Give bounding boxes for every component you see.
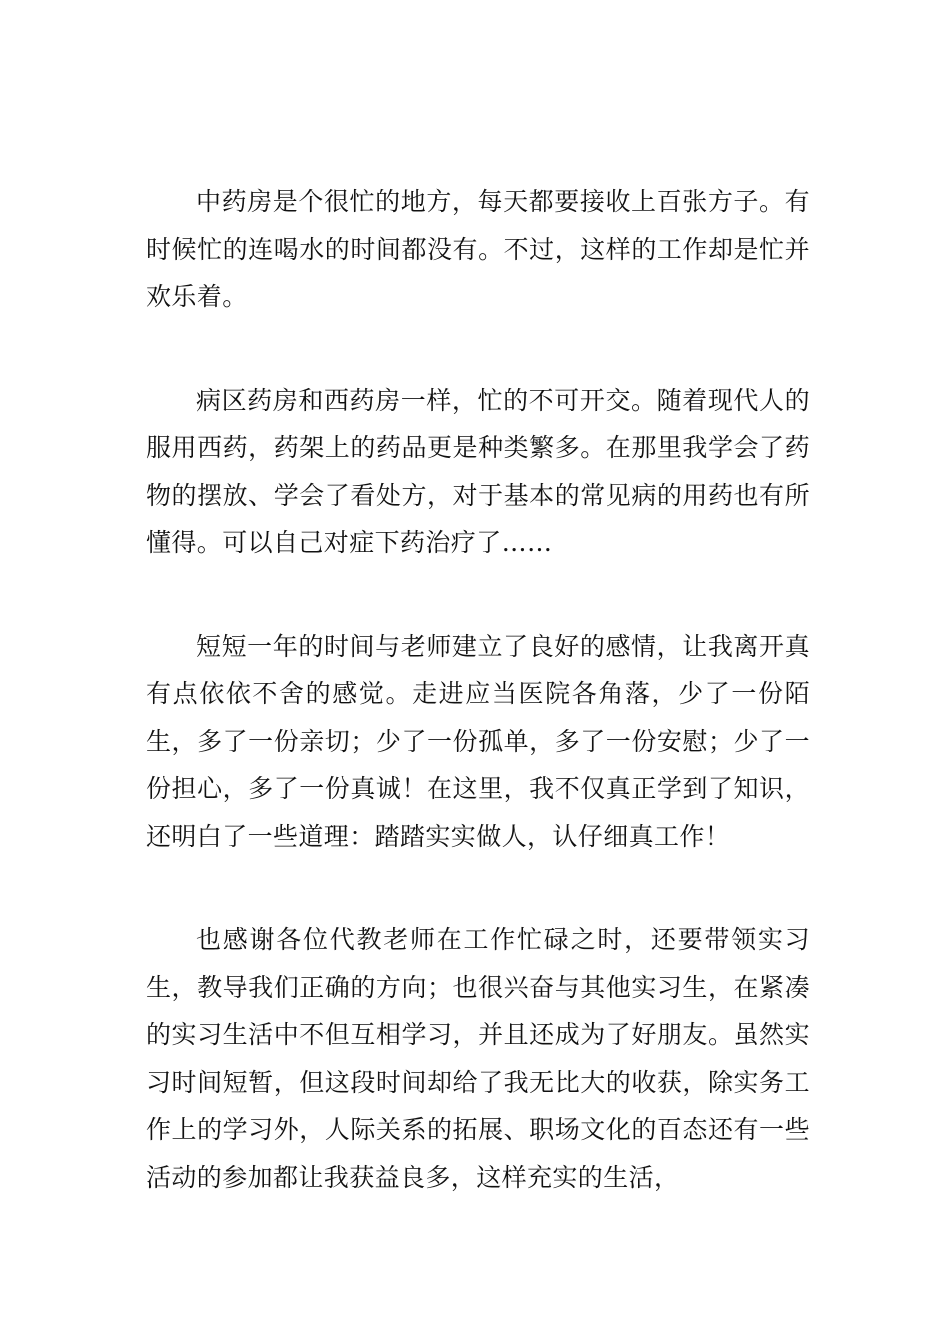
paragraph-gratitude: 也感谢各位代教老师在工作忙碌之时，还要带领实习生，教导我们正确的方向；也很兴奋与其他实习生，在紧凑的实习生活中不但互相学习，并且还成为了好朋友。虽然实习时间短暂，但这段时间却给了我无比大的收获，除实务工作上的学习外，人际关系的拓展、职场文化的百态还有一些活动的参加都让我获益良多，这样充实的生活， [146,925,810,1192]
document-body [146,178,810,1201]
paragraph-chinese-pharmacy: 中药房是个很忙的地方，每天都要接收上百张方子。有时候忙的连喝水的时间都没有。不过，这样的工作却是忙并欢乐着。 [146,187,810,311]
paragraph-spacer [146,567,810,623]
paragraph-spacer [146,321,810,377]
paragraph-spacer [146,860,810,916]
paragraph-teacher-relations: 短短一年的时间与老师建立了良好的感情，让我离开真有点依依不舍的感觉。走进应当医院各角落，少了一份陌生，多了一份亲切；少了一份孤单，多了一份安慰；少了一份担心，多了一份真诚！在这里，我不仅真正学到了知识，还明白了一些道理：踏踏实实做人，认仔细真工作！ [146,631,810,851]
paragraph-ward-pharmacy: 病区药房和西药房一样，忙的不可开交。随着现代人的服用西药，药架上的药品更是种类繁多。在那里我学会了药物的摆放、学会了看处方，对于基本的常见病的用药也有所懂得。可以自己对症下药治疗了…… [146,385,810,557]
